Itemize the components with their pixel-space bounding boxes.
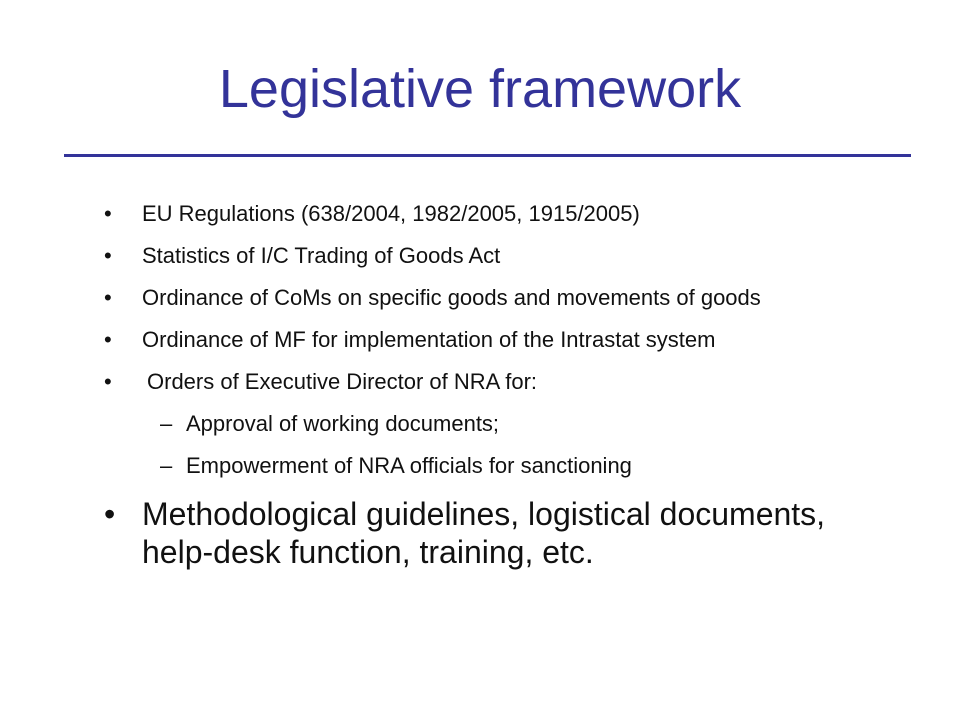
- title-divider: [64, 154, 911, 157]
- list-item-text: Orders of Executive Director of NRA for:: [147, 369, 538, 394]
- list-item-large: [104, 495, 904, 571]
- list-item-text: EU Regulations (638/2004, 1982/2005, 1915/2005): [142, 201, 640, 226]
- list-item: [104, 201, 904, 227]
- list-item: [104, 369, 904, 395]
- list-item: [104, 243, 904, 269]
- bullet-icon: •: [104, 327, 112, 352]
- list-item-text: Methodological guidelines, logistical documents, help-desk function, training, etc.: [142, 496, 826, 570]
- bullet-icon: •: [104, 285, 112, 310]
- dash-icon: –: [160, 411, 173, 436]
- list-item: [104, 327, 904, 353]
- sub-list-item: [160, 453, 904, 479]
- bullet-icon: •: [104, 496, 116, 532]
- sub-list-item: [160, 411, 904, 437]
- list-item-text: Statistics of I/C Trading of Goods Act: [142, 243, 501, 268]
- bullet-icon: •: [104, 201, 112, 226]
- slide-title: Legislative framework: [218, 59, 742, 119]
- bullet-list: [104, 201, 904, 571]
- dash-icon: –: [160, 453, 173, 478]
- bullet-icon: •: [104, 369, 112, 394]
- list-item-text: Ordinance of MF for implementation of the Intrastat system: [142, 327, 716, 352]
- list-item-text: Ordinance of CoMs on specific goods and movements of goods: [142, 285, 761, 310]
- list-item: [104, 285, 904, 311]
- sub-list-item-text: Empowerment of NRA officials for sanctioning: [186, 453, 632, 478]
- bullet-icon: •: [104, 243, 112, 268]
- sub-list-item-text: Approval of working documents;: [186, 411, 500, 436]
